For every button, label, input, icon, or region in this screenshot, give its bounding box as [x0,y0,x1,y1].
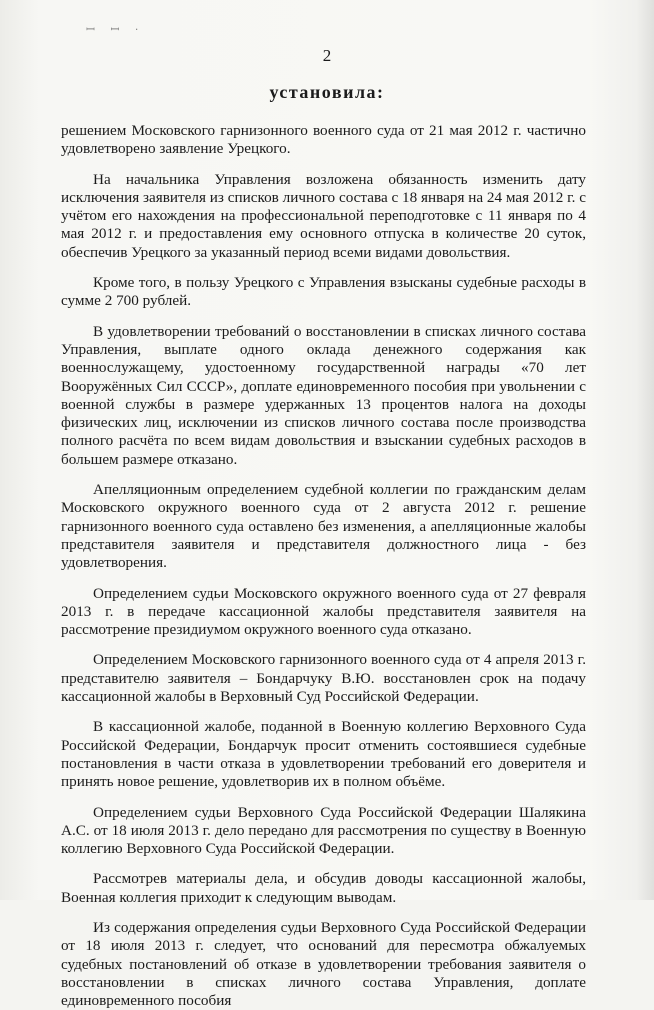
paragraph: В удовлетворении требований о восстановлении в списках личного состава Управления, выплате одного оклада денежного содержания как военнослужащему, удостоенному государственной награды «70 лет Вооружённых Сил СССР», доплате единовременного пособия при увольнении с военной службы в размере удержанных 13 процентов налога на доходы физических лиц, исключении из списков личного состава после производства полного расчёта по всем видам довольствия и взыскании судебных расходов в большем размере отказано. [61,322,586,468]
paragraph: Из содержания определения судьи Верховного Суда Российской Федерации от 18 июля 2013 г. следует, что оснований для пересмотра обжалуемых судебных постановлений об отказе в удовлетворении требования заявителя о восстановлении в списках личного состава Управления, доплате единовременного пособия [61,918,586,1010]
paragraph: решением Московского гарнизонного военного суда от 21 мая 2012 г. частично удовлетворено заявление Урецкого. [61,122,586,158]
section-heading: установила: [269,82,385,102]
page-number: 2 [322,46,332,65]
paragraph: Определением Московского гарнизонного военного суда от 4 апреля 2013 г. представителю заявителя – Бондарчуку В.Ю. восстановлен срок на подачу кассационной жалобы в Верховный Суд Российской Федерации. [61,651,586,706]
page-edge-shadow [636,0,654,900]
paragraph: Определением судьи Московского окружного военного суда от 27 февраля 2013 г. в передаче кассационной жалобы представителя заявителя на рассмотрение президиумом окружного военного суда отказано. [61,584,586,639]
paragraph: В кассационной жалобе, поданной в Военную коллегию Верховного Суда Российской Федерации, Бондарчук просит отменить состоявшиеся судебные постановления в части отказа в удовлетворении требований его доверителя и принять новое решение, удовлетворив их в полном объёме. [61,718,586,791]
document-body [61,122,586,1010]
paragraph: На начальника Управления возложена обязанность изменить дату исключения заявителя из списков личного состава с 18 января на 24 мая 2012 г. с учётом его нахождения на профессиональной переподготовке с 11 января по 4 мая 2012 г. и предоставления ему основного отпуска в количестве 20 суток, обеспечив Урецкого за указанный период всеми видами довольствия. [61,170,586,261]
paragraph: Определением судьи Верховного Суда Российской Федерации Шалякина А.С. от 18 июля 2013 г. дело передано для рассмотрения по существу в Военную коллегию Верховного Суда Российской Федерации. [61,803,586,858]
scan-marks: ꟷ ꟷ · [86,23,145,36]
paragraph: Апелляционным определением судебной коллегии по гражданским делам Московского окружного военного суда от 2 августа 2012 г. решение гарнизонного военного суда оставлено без изменения, а апелляционные жалобы представителя заявителя и представителя должностного лица - без удовлетворения. [61,481,586,572]
paragraph: Рассмотрев материалы дела, и обсудив доводы кассационной жалобы, Военная коллегия приходит к следующим выводам. [61,870,586,906]
paragraph: Кроме того, в пользу Урецкого с Управления взысканы судебные расходы в сумме 2 700 рублей. [61,274,586,310]
